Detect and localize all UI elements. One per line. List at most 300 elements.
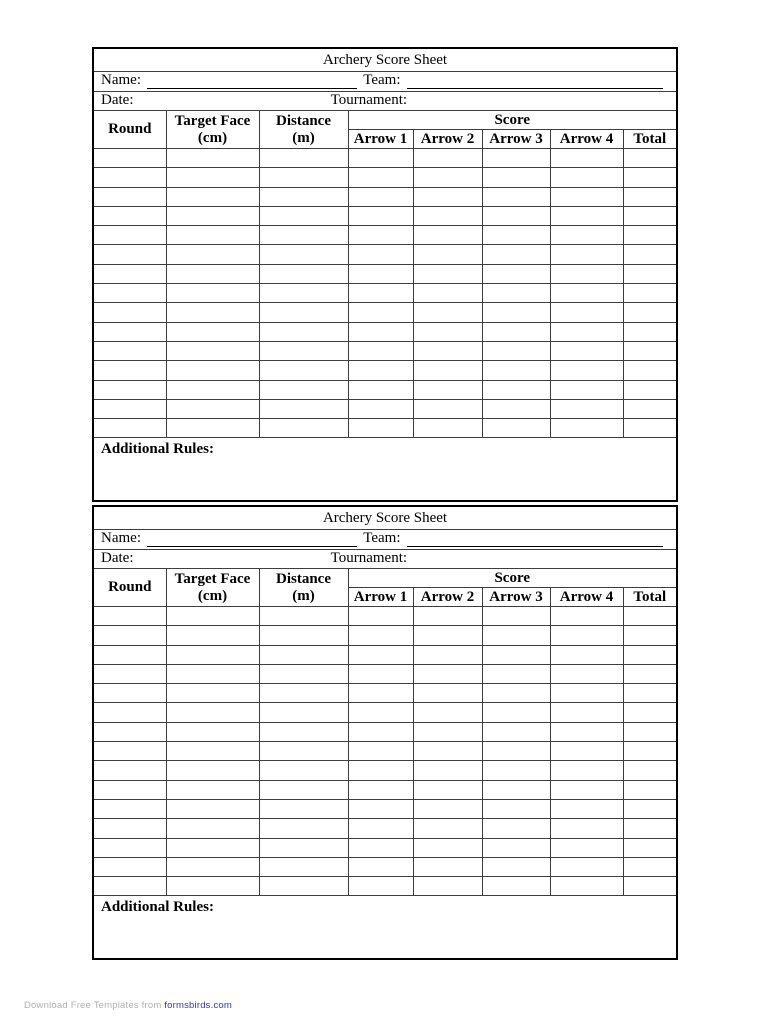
empty-score-cell — [413, 399, 482, 418]
score-row — [93, 380, 677, 399]
empty-score-cell — [166, 838, 259, 857]
empty-score-cell — [550, 684, 623, 703]
score-row — [93, 399, 677, 418]
col-header-arrow-1: Arrow 1 — [348, 588, 413, 607]
empty-score-cell — [259, 419, 348, 438]
empty-score-cell — [93, 645, 166, 664]
tournament-label: Tournament: — [330, 549, 408, 566]
score-row — [93, 303, 677, 322]
empty-score-cell — [482, 187, 550, 206]
download-footer — [24, 1000, 232, 1011]
col-header-arrow-2: Arrow 2 — [413, 130, 482, 149]
empty-score-cell — [623, 857, 677, 876]
score-row — [93, 838, 677, 857]
empty-score-cell — [550, 206, 623, 225]
empty-score-cell — [413, 780, 482, 799]
name-fill-line — [147, 533, 357, 547]
empty-score-cell — [482, 380, 550, 399]
empty-score-cell — [259, 149, 348, 168]
empty-score-cell — [623, 226, 677, 245]
empty-score-cell — [623, 742, 677, 761]
score-row — [93, 284, 677, 303]
empty-score-cell — [623, 149, 677, 168]
empty-score-cell — [413, 168, 482, 187]
empty-score-cell — [93, 206, 166, 225]
empty-score-cell — [623, 664, 677, 683]
additional-rules-row — [93, 438, 677, 502]
sheet-title: Archery Score Sheet — [93, 506, 677, 530]
empty-score-cell — [93, 399, 166, 418]
empty-score-cell — [259, 761, 348, 780]
empty-score-cell — [482, 264, 550, 283]
empty-score-cell — [482, 149, 550, 168]
team-label: Team: — [363, 72, 401, 88]
score-row — [93, 761, 677, 780]
empty-score-cell — [623, 168, 677, 187]
tournament-fill-space — [413, 553, 663, 566]
empty-score-cell — [93, 722, 166, 741]
score-row — [93, 877, 677, 896]
col-header-arrow-4: Arrow 4 — [550, 588, 623, 607]
empty-score-cell — [93, 838, 166, 857]
empty-score-cell — [93, 187, 166, 206]
empty-score-cell — [166, 380, 259, 399]
score-row — [93, 206, 677, 225]
score-row — [93, 799, 677, 818]
team-label: Team: — [363, 530, 401, 546]
score-row — [93, 722, 677, 741]
empty-score-cell — [93, 419, 166, 438]
empty-score-cell — [482, 245, 550, 264]
empty-score-cell — [348, 819, 413, 838]
col-header-arrow-3: Arrow 3 — [482, 130, 550, 149]
col-header-arrow-1: Arrow 1 — [348, 130, 413, 149]
score-row — [93, 819, 677, 838]
empty-score-cell — [623, 877, 677, 896]
empty-score-cell — [482, 607, 550, 626]
empty-score-cell — [550, 187, 623, 206]
empty-score-cell — [93, 284, 166, 303]
empty-score-cell — [348, 399, 413, 418]
empty-score-cell — [413, 187, 482, 206]
empty-score-cell — [550, 399, 623, 418]
empty-score-cell — [259, 684, 348, 703]
empty-score-cell — [166, 226, 259, 245]
date-label: Date: — [101, 91, 134, 108]
empty-score-cell — [550, 168, 623, 187]
date-tournament-row — [93, 549, 677, 569]
empty-score-cell — [166, 703, 259, 722]
empty-score-cell — [623, 303, 677, 322]
name-team-row — [93, 530, 677, 550]
date-fill-space — [139, 95, 324, 108]
empty-score-cell — [482, 742, 550, 761]
empty-score-cell — [550, 626, 623, 645]
score-row — [93, 780, 677, 799]
empty-score-cell — [623, 819, 677, 838]
empty-score-cell — [413, 645, 482, 664]
empty-score-cell — [413, 322, 482, 341]
empty-score-cell — [623, 206, 677, 225]
empty-score-cell — [482, 626, 550, 645]
empty-score-cell — [348, 780, 413, 799]
score-row — [93, 645, 677, 664]
empty-score-cell — [93, 361, 166, 380]
empty-score-cell — [550, 664, 623, 683]
score-row — [93, 419, 677, 438]
empty-score-cell — [166, 206, 259, 225]
empty-score-cell — [166, 284, 259, 303]
empty-score-cell — [93, 742, 166, 761]
archery-score-sheet-1 — [92, 47, 678, 502]
empty-score-cell — [550, 799, 623, 818]
empty-score-cell — [259, 322, 348, 341]
empty-score-cell — [166, 626, 259, 645]
empty-score-cell — [623, 761, 677, 780]
empty-score-cell — [93, 664, 166, 683]
empty-score-cell — [550, 245, 623, 264]
empty-score-cell — [550, 361, 623, 380]
name-label: Name: — [101, 530, 141, 546]
empty-score-cell — [93, 684, 166, 703]
tournament-fill-space — [413, 95, 663, 108]
empty-score-cell — [259, 799, 348, 818]
empty-score-cell — [348, 245, 413, 264]
empty-score-cell — [413, 684, 482, 703]
empty-score-cell — [623, 838, 677, 857]
empty-score-cell — [550, 857, 623, 876]
date-tournament-row — [93, 91, 677, 111]
empty-score-cell — [550, 303, 623, 322]
empty-score-cell — [259, 226, 348, 245]
score-row — [93, 245, 677, 264]
score-row — [93, 607, 677, 626]
score-row — [93, 703, 677, 722]
additional-rules-row — [93, 896, 677, 960]
empty-score-cell — [93, 703, 166, 722]
col-header-score-group: Score — [348, 569, 677, 588]
empty-score-cell — [550, 419, 623, 438]
empty-score-cell — [623, 703, 677, 722]
empty-score-cell — [348, 857, 413, 876]
empty-score-cell — [623, 799, 677, 818]
archery-score-sheet-2 — [92, 505, 678, 960]
empty-score-cell — [348, 226, 413, 245]
empty-score-cell — [348, 799, 413, 818]
col-header-total: Total — [623, 130, 677, 149]
empty-score-cell — [550, 703, 623, 722]
empty-score-cell — [482, 799, 550, 818]
empty-score-cell — [348, 341, 413, 360]
empty-score-cell — [623, 399, 677, 418]
empty-score-cell — [259, 857, 348, 876]
additional-rules-label: Additional Rules: — [101, 441, 214, 458]
empty-score-cell — [413, 722, 482, 741]
score-row — [93, 149, 677, 168]
empty-score-cell — [348, 722, 413, 741]
empty-score-cell — [413, 607, 482, 626]
empty-score-cell — [259, 264, 348, 283]
empty-score-cell — [93, 303, 166, 322]
empty-score-cell — [259, 645, 348, 664]
formsbirds-link[interactable]: formsbirds.com — [164, 1000, 233, 1011]
empty-score-cell — [348, 380, 413, 399]
empty-score-cell — [413, 819, 482, 838]
empty-score-cell — [550, 264, 623, 283]
empty-score-cell — [93, 380, 166, 399]
empty-score-cell — [623, 722, 677, 741]
empty-score-cell — [413, 149, 482, 168]
empty-score-cell — [166, 322, 259, 341]
empty-score-cell — [623, 284, 677, 303]
empty-score-cell — [623, 264, 677, 283]
header-row-1 — [93, 569, 677, 588]
empty-score-cell — [482, 857, 550, 876]
col-header-arrow-2: Arrow 2 — [413, 588, 482, 607]
empty-score-cell — [166, 245, 259, 264]
empty-score-cell — [413, 703, 482, 722]
name-fill-line — [147, 75, 357, 89]
score-row — [93, 684, 677, 703]
empty-score-cell — [413, 226, 482, 245]
empty-score-cell — [348, 264, 413, 283]
score-row — [93, 626, 677, 645]
empty-score-cell — [348, 703, 413, 722]
empty-score-cell — [348, 322, 413, 341]
empty-score-cell — [482, 838, 550, 857]
empty-score-cell — [482, 419, 550, 438]
empty-score-cell — [259, 206, 348, 225]
empty-score-cell — [482, 361, 550, 380]
empty-score-cell — [259, 341, 348, 360]
empty-score-cell — [348, 838, 413, 857]
empty-score-cell — [259, 819, 348, 838]
empty-score-cell — [550, 380, 623, 399]
empty-score-cell — [482, 780, 550, 799]
col-header-distance: Distance (m) — [259, 111, 348, 149]
empty-score-cell — [413, 284, 482, 303]
empty-score-cell — [550, 722, 623, 741]
name-team-row — [93, 72, 677, 92]
empty-score-cell — [413, 245, 482, 264]
team-fill-line — [407, 533, 664, 547]
empty-score-cell — [166, 684, 259, 703]
empty-score-cell — [623, 322, 677, 341]
empty-score-cell — [550, 607, 623, 626]
empty-score-cell — [348, 684, 413, 703]
empty-score-cell — [348, 419, 413, 438]
empty-score-cell — [413, 857, 482, 876]
empty-score-cell — [166, 607, 259, 626]
empty-score-cell — [259, 187, 348, 206]
empty-score-cell — [348, 761, 413, 780]
score-row — [93, 226, 677, 245]
empty-score-cell — [482, 399, 550, 418]
empty-score-cell — [413, 303, 482, 322]
empty-score-cell — [93, 799, 166, 818]
empty-score-cell — [93, 264, 166, 283]
empty-score-cell — [413, 799, 482, 818]
empty-score-cell — [259, 703, 348, 722]
empty-score-cell — [166, 761, 259, 780]
col-header-arrow-3: Arrow 3 — [482, 588, 550, 607]
empty-score-cell — [550, 341, 623, 360]
empty-score-cell — [482, 761, 550, 780]
tournament-label: Tournament: — [330, 91, 408, 108]
empty-score-cell — [413, 361, 482, 380]
empty-score-cell — [166, 149, 259, 168]
empty-score-cell — [348, 742, 413, 761]
empty-score-cell — [482, 206, 550, 225]
empty-score-cell — [166, 877, 259, 896]
empty-score-cell — [93, 322, 166, 341]
col-header-arrow-4: Arrow 4 — [550, 130, 623, 149]
empty-score-cell — [166, 857, 259, 876]
empty-score-cell — [550, 226, 623, 245]
empty-score-cell — [166, 819, 259, 838]
date-fill-space — [139, 553, 324, 566]
empty-score-cell — [348, 187, 413, 206]
title-row — [93, 506, 677, 530]
score-row — [93, 857, 677, 876]
score-row — [93, 187, 677, 206]
empty-score-cell — [413, 838, 482, 857]
empty-score-cell — [413, 341, 482, 360]
empty-score-cell — [550, 780, 623, 799]
additional-rules-label: Additional Rules: — [101, 899, 214, 916]
empty-score-cell — [93, 245, 166, 264]
name-label: Name: — [101, 72, 141, 88]
empty-score-cell — [413, 664, 482, 683]
empty-score-cell — [413, 380, 482, 399]
score-row — [93, 322, 677, 341]
empty-score-cell — [623, 419, 677, 438]
empty-score-cell — [166, 780, 259, 799]
empty-score-cell — [259, 284, 348, 303]
empty-score-cell — [259, 361, 348, 380]
empty-score-cell — [259, 607, 348, 626]
empty-score-cell — [482, 664, 550, 683]
empty-score-cell — [348, 877, 413, 896]
empty-score-cell — [482, 341, 550, 360]
score-row — [93, 742, 677, 761]
empty-score-cell — [166, 419, 259, 438]
empty-score-cell — [259, 245, 348, 264]
empty-score-cell — [166, 187, 259, 206]
empty-score-cell — [259, 742, 348, 761]
empty-score-cell — [259, 877, 348, 896]
empty-score-cell — [166, 264, 259, 283]
team-fill-line — [407, 75, 664, 89]
empty-score-cell — [348, 284, 413, 303]
empty-score-cell — [93, 877, 166, 896]
empty-score-cell — [93, 168, 166, 187]
empty-score-cell — [623, 645, 677, 664]
empty-score-cell — [413, 264, 482, 283]
empty-score-cell — [482, 645, 550, 664]
empty-score-cell — [550, 645, 623, 664]
empty-score-cell — [623, 684, 677, 703]
empty-score-cell — [550, 877, 623, 896]
footer-text: Download Free Templates from — [24, 1000, 165, 1011]
empty-score-cell — [550, 761, 623, 780]
empty-score-cell — [413, 742, 482, 761]
empty-score-cell — [259, 780, 348, 799]
empty-score-cell — [93, 226, 166, 245]
empty-score-cell — [259, 722, 348, 741]
empty-score-cell — [482, 303, 550, 322]
empty-score-cell — [550, 322, 623, 341]
empty-score-cell — [482, 703, 550, 722]
empty-score-cell — [93, 626, 166, 645]
empty-score-cell — [166, 303, 259, 322]
empty-score-cell — [259, 664, 348, 683]
empty-score-cell — [550, 742, 623, 761]
empty-score-cell — [166, 341, 259, 360]
empty-score-cell — [413, 626, 482, 645]
empty-score-cell — [482, 819, 550, 838]
empty-score-cell — [623, 341, 677, 360]
score-row — [93, 341, 677, 360]
sheet-title: Archery Score Sheet — [93, 48, 677, 72]
empty-score-cell — [259, 168, 348, 187]
empty-score-cell — [623, 380, 677, 399]
score-row — [93, 264, 677, 283]
empty-score-cell — [166, 664, 259, 683]
empty-score-cell — [623, 187, 677, 206]
empty-score-cell — [623, 626, 677, 645]
score-row — [93, 664, 677, 683]
empty-score-cell — [550, 819, 623, 838]
empty-score-cell — [482, 684, 550, 703]
score-row — [93, 168, 677, 187]
empty-score-cell — [482, 226, 550, 245]
empty-score-cell — [550, 149, 623, 168]
score-row — [93, 361, 677, 380]
empty-score-cell — [348, 303, 413, 322]
col-header-score-group: Score — [348, 111, 677, 130]
empty-score-cell — [259, 303, 348, 322]
empty-score-cell — [166, 168, 259, 187]
col-header-round: Round — [93, 569, 166, 607]
empty-score-cell — [93, 761, 166, 780]
empty-score-cell — [413, 206, 482, 225]
empty-score-cell — [413, 419, 482, 438]
empty-score-cell — [166, 799, 259, 818]
empty-score-cell — [348, 645, 413, 664]
empty-score-cell — [623, 607, 677, 626]
title-row — [93, 48, 677, 72]
empty-score-cell — [482, 322, 550, 341]
empty-score-cell — [259, 626, 348, 645]
empty-score-cell — [482, 877, 550, 896]
score-grid — [93, 607, 677, 896]
empty-score-cell — [482, 284, 550, 303]
empty-score-cell — [166, 645, 259, 664]
empty-score-cell — [348, 664, 413, 683]
empty-score-cell — [166, 722, 259, 741]
empty-score-cell — [348, 168, 413, 187]
empty-score-cell — [166, 361, 259, 380]
empty-score-cell — [623, 245, 677, 264]
empty-score-cell — [348, 149, 413, 168]
empty-score-cell — [93, 341, 166, 360]
empty-score-cell — [93, 607, 166, 626]
empty-score-cell — [550, 284, 623, 303]
empty-score-cell — [166, 399, 259, 418]
col-header-round: Round — [93, 111, 166, 149]
empty-score-cell — [413, 877, 482, 896]
